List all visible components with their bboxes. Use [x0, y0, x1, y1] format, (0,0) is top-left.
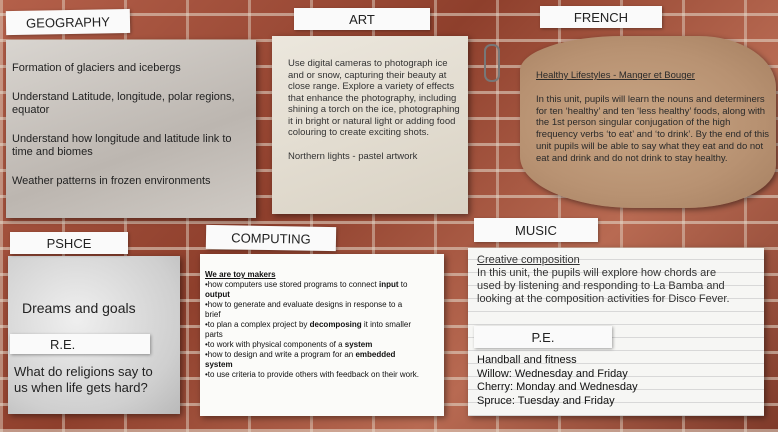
pshce-title: PSHCE — [10, 232, 128, 254]
computing-item: •to work with physical components of a system — [205, 340, 373, 349]
geography-list — [12, 62, 250, 204]
french-title: FRENCH — [540, 6, 662, 28]
pe-item: Cherry: Monday and Wednesday — [477, 381, 638, 393]
music-heading: Creative composition — [477, 254, 580, 266]
re-body: What do religions say to us when life gets hard? — [14, 364, 153, 395]
pe-list — [477, 354, 737, 408]
music-text — [477, 254, 737, 306]
art-text — [288, 58, 460, 162]
computing-list — [205, 280, 419, 380]
geography-item: Formation of glaciers and icebergs — [12, 62, 181, 74]
french-text — [536, 70, 770, 165]
pe-item: Handball and fitness — [477, 354, 577, 366]
music-title: MUSIC — [474, 218, 598, 242]
computing-title: COMPUTING — [206, 225, 336, 251]
art-extra: Northern lights - pastel artwork — [288, 150, 418, 162]
geography-item: Weather patterns in frozen environments — [12, 175, 211, 187]
computing-heading: We are toy makers — [205, 270, 276, 279]
computing-item: •how to design and write a program for an embedded system — [205, 350, 396, 369]
computing-item: •to plan a complex project by decomposing it into smaller parts — [205, 320, 412, 339]
computing-item: •to use criteria to provide others with feedback on their work. — [205, 370, 420, 379]
computing-item: •how computers use stored programs to connect input to output — [205, 280, 408, 299]
geography-title: GEOGRAPHY — [6, 9, 130, 35]
art-title: ART — [294, 8, 430, 30]
geography-item: Understand how longitude and latitude link to time and biomes — [12, 133, 232, 158]
pe-title: P.E. — [474, 326, 612, 348]
art-body: Use digital cameras to photograph ice and or snow, capturing their beauty at close range. Explore a variety of effects that enhance the photography, including shining a torch on the ice, photographing it in bright or natural light or adding food colouring to create exciting shots. — [288, 58, 460, 138]
pe-item: Willow: Wednesday and Friday — [477, 367, 628, 380]
french-body: In this unit, pupils will learn the nouns and determiners for ten ‘healthy’ and ten ‘less healthy’ foods, along with the 1st person singular conjugation of the high frequency verbs ‘to eat’ and ‘to drink’. By the end of this unit pupils will be able to say what they eat and do not eat and drink and do not drink to stay healthy. — [536, 93, 770, 164]
paperclip-icon — [484, 44, 500, 82]
pe-item: Spruce: Tuesday and Friday — [477, 394, 615, 407]
pshce-body: Dreams and goals — [22, 300, 136, 316]
music-body: In this unit, the pupils will explore how chords are used by listening and responding to La Bamba and looking at the composition activities for Disco Fever. — [477, 267, 730, 305]
computing-item: •how to generate and evaluate designs in response to a brief — [205, 300, 403, 319]
french-heading: Healthy Lifestyles - Manger et Bouger — [536, 70, 695, 81]
geography-item: Understand Latitude, longitude, polar regions, equator — [12, 91, 235, 116]
re-title: R.E. — [10, 334, 150, 354]
computing-text — [205, 270, 419, 380]
